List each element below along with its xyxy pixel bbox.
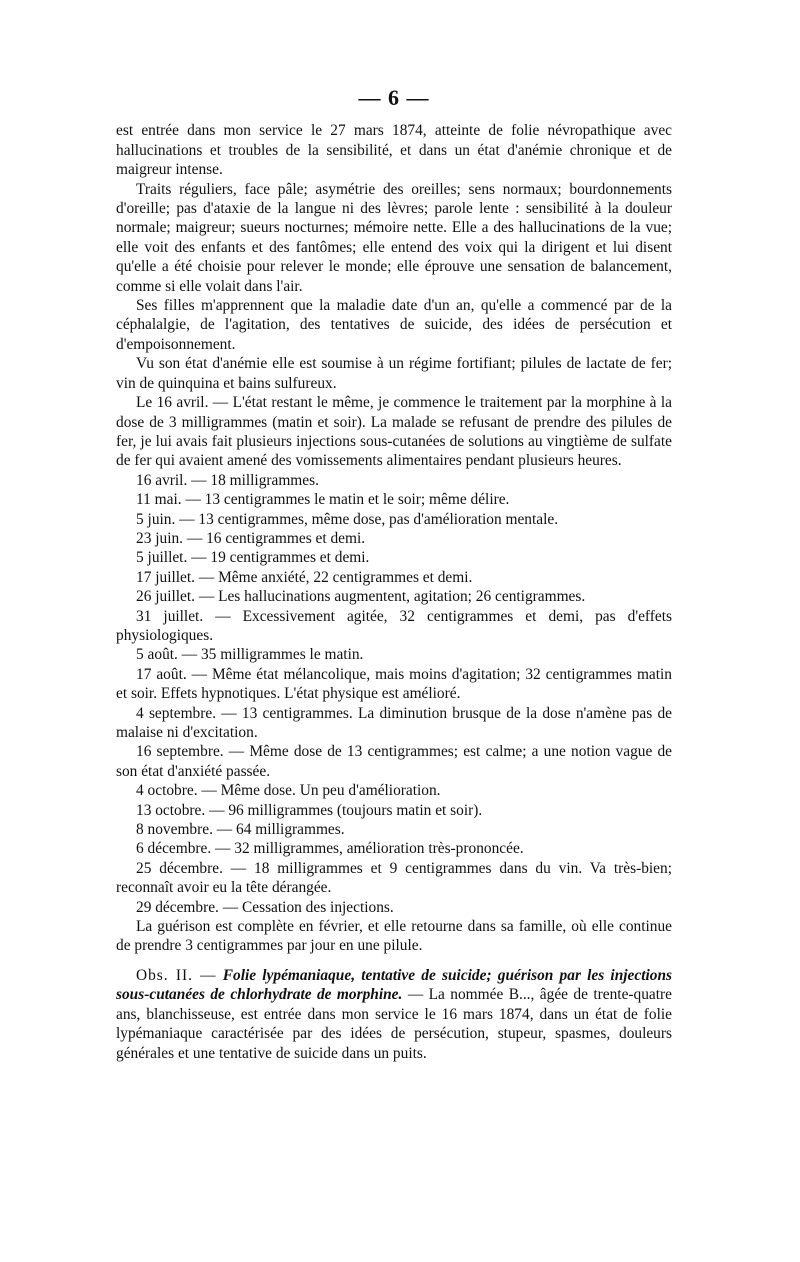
paragraph-regimen: Vu son état d'anémie elle est soumise à un régime fortifiant; pilules de lactate de fer; vin de quinquina et bains sulfureux. bbox=[116, 355, 672, 392]
dose-entry: 26 juillet. — Les hallucinations augmentent, agitation; 26 centigrammes. bbox=[136, 588, 586, 606]
observation-paragraph bbox=[116, 966, 672, 1063]
dose-entry: 5 juin. — 13 centigrammes, même dose, pas d'amélioration mentale. bbox=[136, 510, 559, 528]
paragraph-treatment-start: Le 16 avril. — L'état restant le même, je commence le traitement par la morphine à la dose de 3 milligrammes (matin et soir). La malade se refusant de prendre des pilules de fer, je lui avais fait plusieurs injections sous-cutanées de solutions au vingtième de sulfate de fer qui avaient amené des vomissements alimentaires pendant plusieurs heures. bbox=[116, 394, 672, 470]
dose-entry: 17 août. — Même état mélancolique, mais moins d'agitation; 32 centigrammes matin et soir. Effets hypnotiques. L'état physique est amélioré. bbox=[116, 665, 672, 703]
dose-entry: 16 avril. — 18 milligrammes. bbox=[136, 471, 319, 489]
dose-entry: 16 septembre. — Même dose de 13 centigrammes; est calme; a une notion vague de son état d'anxiété passée. bbox=[116, 743, 672, 780]
paragraph-continuation: est entrée dans mon service le 27 mars 1874, atteinte de folie névropathique avec hallucinations et troubles de la sensibilité, et dans un état d'anémie chronique et de maigreur intense. bbox=[116, 122, 672, 179]
dose-entry: 13 octobre. — 96 milligrammes (toujours matin et soir). bbox=[136, 801, 483, 819]
paragraph-recovery: La guérison est complète en février, et elle retourne dans sa famille, où elle continue de prendre 3 centigrammes par jour en une pilule. bbox=[116, 918, 672, 955]
observation-title: Folie lypémaniaque, tentative de suicide; guérison par les injections sous-cutanées de chlorhydrate de morphine. bbox=[116, 966, 672, 1004]
dose-entry: 5 juillet. — 19 centigrammes et demi. bbox=[136, 549, 370, 567]
dose-entry: 4 octobre. — Même dose. Un peu d'amélioration. bbox=[136, 782, 441, 800]
observation-text: — La nommée B..., âgée de trente-quatre ans, blanchisseuse, est entrée dans mon service le 16 mars 1874, dans un état de folie lypémaniaque caractérisée par des idées de persécution, stupeur, spasmes, douleurs générales et une tentative de suicide dans un puits. bbox=[116, 986, 672, 1062]
document-page bbox=[116, 85, 672, 1063]
dose-entry: 6 décembre. — 32 milligrammes, amélioration très-prononcée. bbox=[136, 840, 524, 858]
dose-entry: 4 septembre. — 13 centigrammes. La diminution brusque de la dose n'amène pas de malaise ni d'excitation. bbox=[116, 704, 672, 741]
dose-entry: 17 juillet. — Même anxiété, 22 centigrammes et demi. bbox=[136, 568, 473, 586]
dose-entry: 11 mai. — 13 centigrammes le matin et le soir; même délire. bbox=[136, 491, 510, 509]
dose-entry: 31 juillet. — Excessivement agitée, 32 centigrammes et demi, pas d'effets physiologiques. bbox=[116, 607, 672, 644]
observation-label: Obs. II. — bbox=[136, 966, 217, 984]
dose-entry: 23 juin. — 16 centigrammes et demi. bbox=[136, 529, 366, 547]
dose-entry: 29 décembre. — Cessation des injections. bbox=[136, 898, 394, 916]
dose-entry: 25 décembre. — 18 milligrammes et 9 centigrammes dans du vin. Va très-bien; reconnaît avoir eu la tête dérangée. bbox=[116, 859, 672, 897]
dose-entry: 5 août. — 35 milligrammes le matin. bbox=[136, 646, 364, 664]
page-number: — 6 — bbox=[358, 85, 430, 110]
paragraph-symptoms: Traits réguliers, face pâle; asymétrie des oreilles; sens normaux; bourdonnements d'oreille; pas d'ataxie de la langue ni des lèvres; parole lente : sensibilité à la douleur normale; maigreur; sueurs nocturnes; mémoire nette. Elle a des hallucinations de la vue; elle voit des enfants et des fantômes; elle entend des voix qui la dirigent et lui disent qu'elle a été choisie pour relever le monde; elle éprouve une sensation de balancement, comme si elle volait dans l'air. bbox=[116, 180, 672, 295]
paragraph-history: Ses filles m'apprennent que la maladie date d'un an, qu'elle a commencé par de la céphalalgie, de l'agitation, des tentatives de suicide, des idées de persécution et d'empoisonnement. bbox=[116, 297, 672, 353]
dose-entry: 8 novembre. — 64 milligrammes. bbox=[136, 821, 345, 839]
